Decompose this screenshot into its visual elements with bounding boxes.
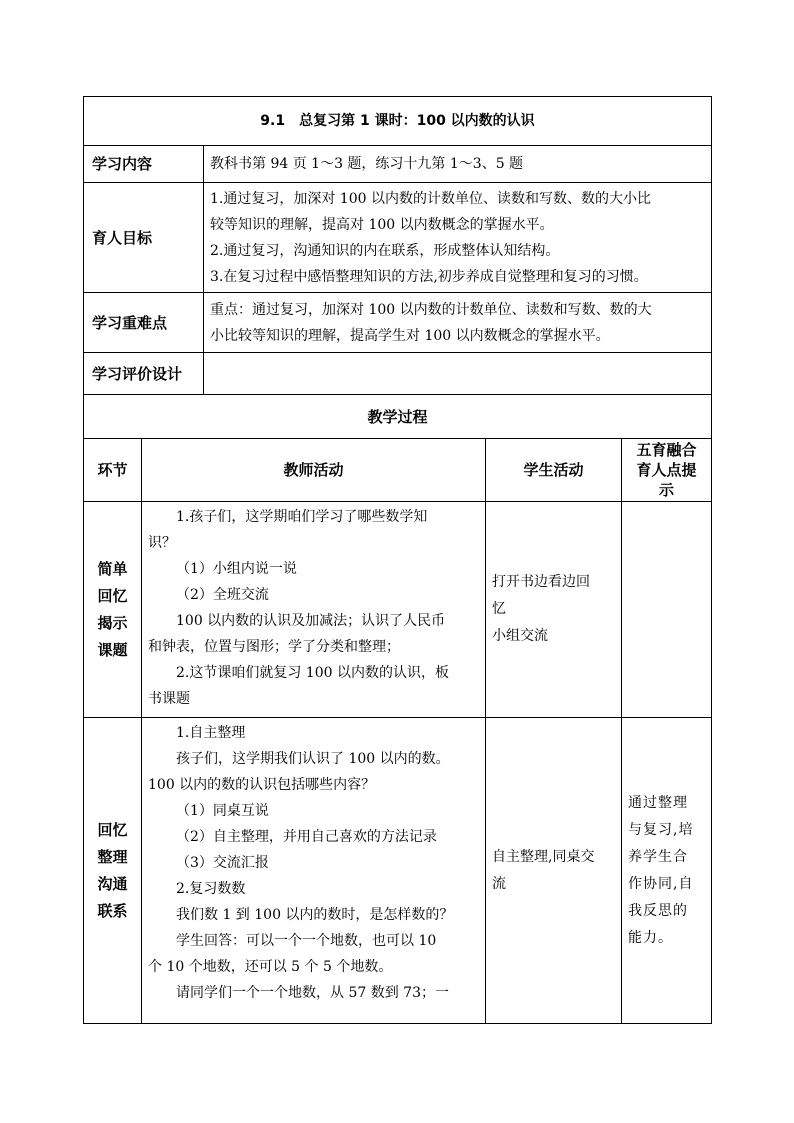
teacher-line: 2.这节课咱们就复习 100 以内数的认识，板: [176, 665, 449, 681]
five-line: 通过整理: [628, 794, 688, 811]
header-stage: 环节: [84, 439, 142, 502]
stage-char: 回忆: [97, 820, 128, 839]
five-line: 养学生合: [628, 848, 688, 865]
process-row-organize: [84, 718, 712, 1024]
teacher-line: （2）全班交流: [176, 587, 269, 603]
stage-char: 简单: [97, 559, 128, 578]
teacher-line: 个 10 个地数，还可以 5 个 5 个地数。: [148, 959, 393, 975]
eval-label: 学习评价设计: [84, 353, 204, 395]
stage-cell: [84, 502, 142, 718]
content-label: 学习内容: [84, 146, 204, 183]
teacher-line: 1.自主整理: [176, 725, 246, 741]
five-line: 与复习,培: [628, 821, 694, 838]
teacher-activity-cell: [142, 502, 486, 718]
teacher-activity-cell: [142, 718, 486, 1024]
lesson-plan-table: [83, 96, 712, 1024]
teacher-line: 识？: [148, 535, 176, 551]
header-student: 学生活动: [486, 439, 622, 502]
teacher-line: 孩子们，这学期我们认识了 100 以内的数。: [176, 751, 450, 767]
teacher-line: 我们数 1 到 100 以内的数时，是怎样数的？: [176, 907, 454, 923]
header-teacher: 教师活动: [142, 439, 486, 502]
five-education-cell: [622, 502, 712, 718]
key-value: [204, 293, 712, 353]
header-five-line: 育人点提: [636, 461, 697, 479]
teacher-line: （3）交流汇报: [176, 855, 269, 871]
five-line: 我反思的: [628, 902, 688, 919]
student-line: 打开书边看边回: [492, 574, 590, 590]
teacher-line: 100 以内的数的认识包括哪些内容？: [148, 777, 376, 793]
teacher-line: （2）自主整理，并用自己喜欢的方法记录: [176, 829, 437, 845]
lesson-title: 9.1 总复习第 1 课时：100 以内数的认识: [84, 97, 712, 146]
student-line: 小组交流: [492, 628, 548, 644]
stage-cell: [84, 718, 142, 1024]
header-five-line: 示: [658, 481, 674, 499]
teacher-line: 书课题: [148, 691, 190, 707]
stage-char: 沟通: [97, 874, 128, 893]
teacher-line: （1）小组内说一说: [176, 561, 297, 577]
five-line: 作协同,自: [628, 875, 694, 892]
content-value: 教科书第 94 页 1～3 题，练习十九第 1～3、5 题: [204, 146, 712, 183]
teacher-line: （1）同桌互说: [176, 803, 269, 819]
teacher-line: 1.孩子们，这学期咱们学习了哪些数学知: [176, 509, 428, 525]
teacher-line: 2.复习数数: [176, 881, 246, 897]
key-line: 小比较等知识的理解，提高学生对 100 以内数概念的掌握水平。: [210, 327, 610, 344]
key-label: 学习重难点: [84, 293, 204, 353]
student-activity-cell: [486, 718, 622, 1024]
teacher-line: 100 以内数的认识及加减法；认识了人民币: [176, 613, 446, 629]
eval-value: [204, 353, 712, 395]
student-line: 忆: [492, 601, 506, 617]
header-five-line: 五育融合: [636, 441, 697, 459]
process-heading: 教学过程: [84, 395, 712, 439]
goal-line: 3.在复习过程中感悟整理知识的方法,初步养成自觉整理和复习的习惯。: [210, 268, 648, 285]
stage-char: 揭示: [97, 613, 128, 632]
five-line: 能力。: [628, 929, 673, 946]
lesson-plan-page: [83, 96, 711, 1024]
header-five: [622, 439, 712, 502]
stage-char: 联系: [97, 901, 128, 920]
teacher-line: 和钟表，位置与图形；学了分类和整理；: [148, 639, 400, 655]
key-line: 重点：通过复习，加深对 100 以内数的计数单位、读数和写数、数的大: [210, 301, 652, 318]
student-line: 自主整理,同桌交: [492, 848, 595, 865]
goal-line: 2.通过复习，沟通知识的内在联系，形成整体认知结构。: [210, 242, 560, 259]
goal-value: [204, 183, 712, 293]
five-education-cell: [622, 718, 712, 1024]
goal-label: 育人目标: [84, 183, 204, 293]
stage-char: 课题: [97, 640, 128, 659]
goal-line: 1.通过复习，加深对 100 以内数的计数单位、读数和写数、数的大小比: [210, 190, 651, 207]
teacher-line: 学生回答：可以一个一个地数，也可以 10: [176, 933, 437, 949]
teacher-line: 请同学们一个一个地数，从 57 数到 73；一: [176, 985, 449, 1001]
stage-char: 回忆: [97, 586, 128, 605]
student-activity-cell: [486, 502, 622, 718]
stage-char: 整理: [97, 847, 128, 866]
process-row-review-intro: [84, 502, 712, 718]
student-line: 流: [492, 875, 506, 892]
goal-line: 较等知识的理解，提高对 100 以内数概念的掌握水平。: [210, 216, 554, 233]
